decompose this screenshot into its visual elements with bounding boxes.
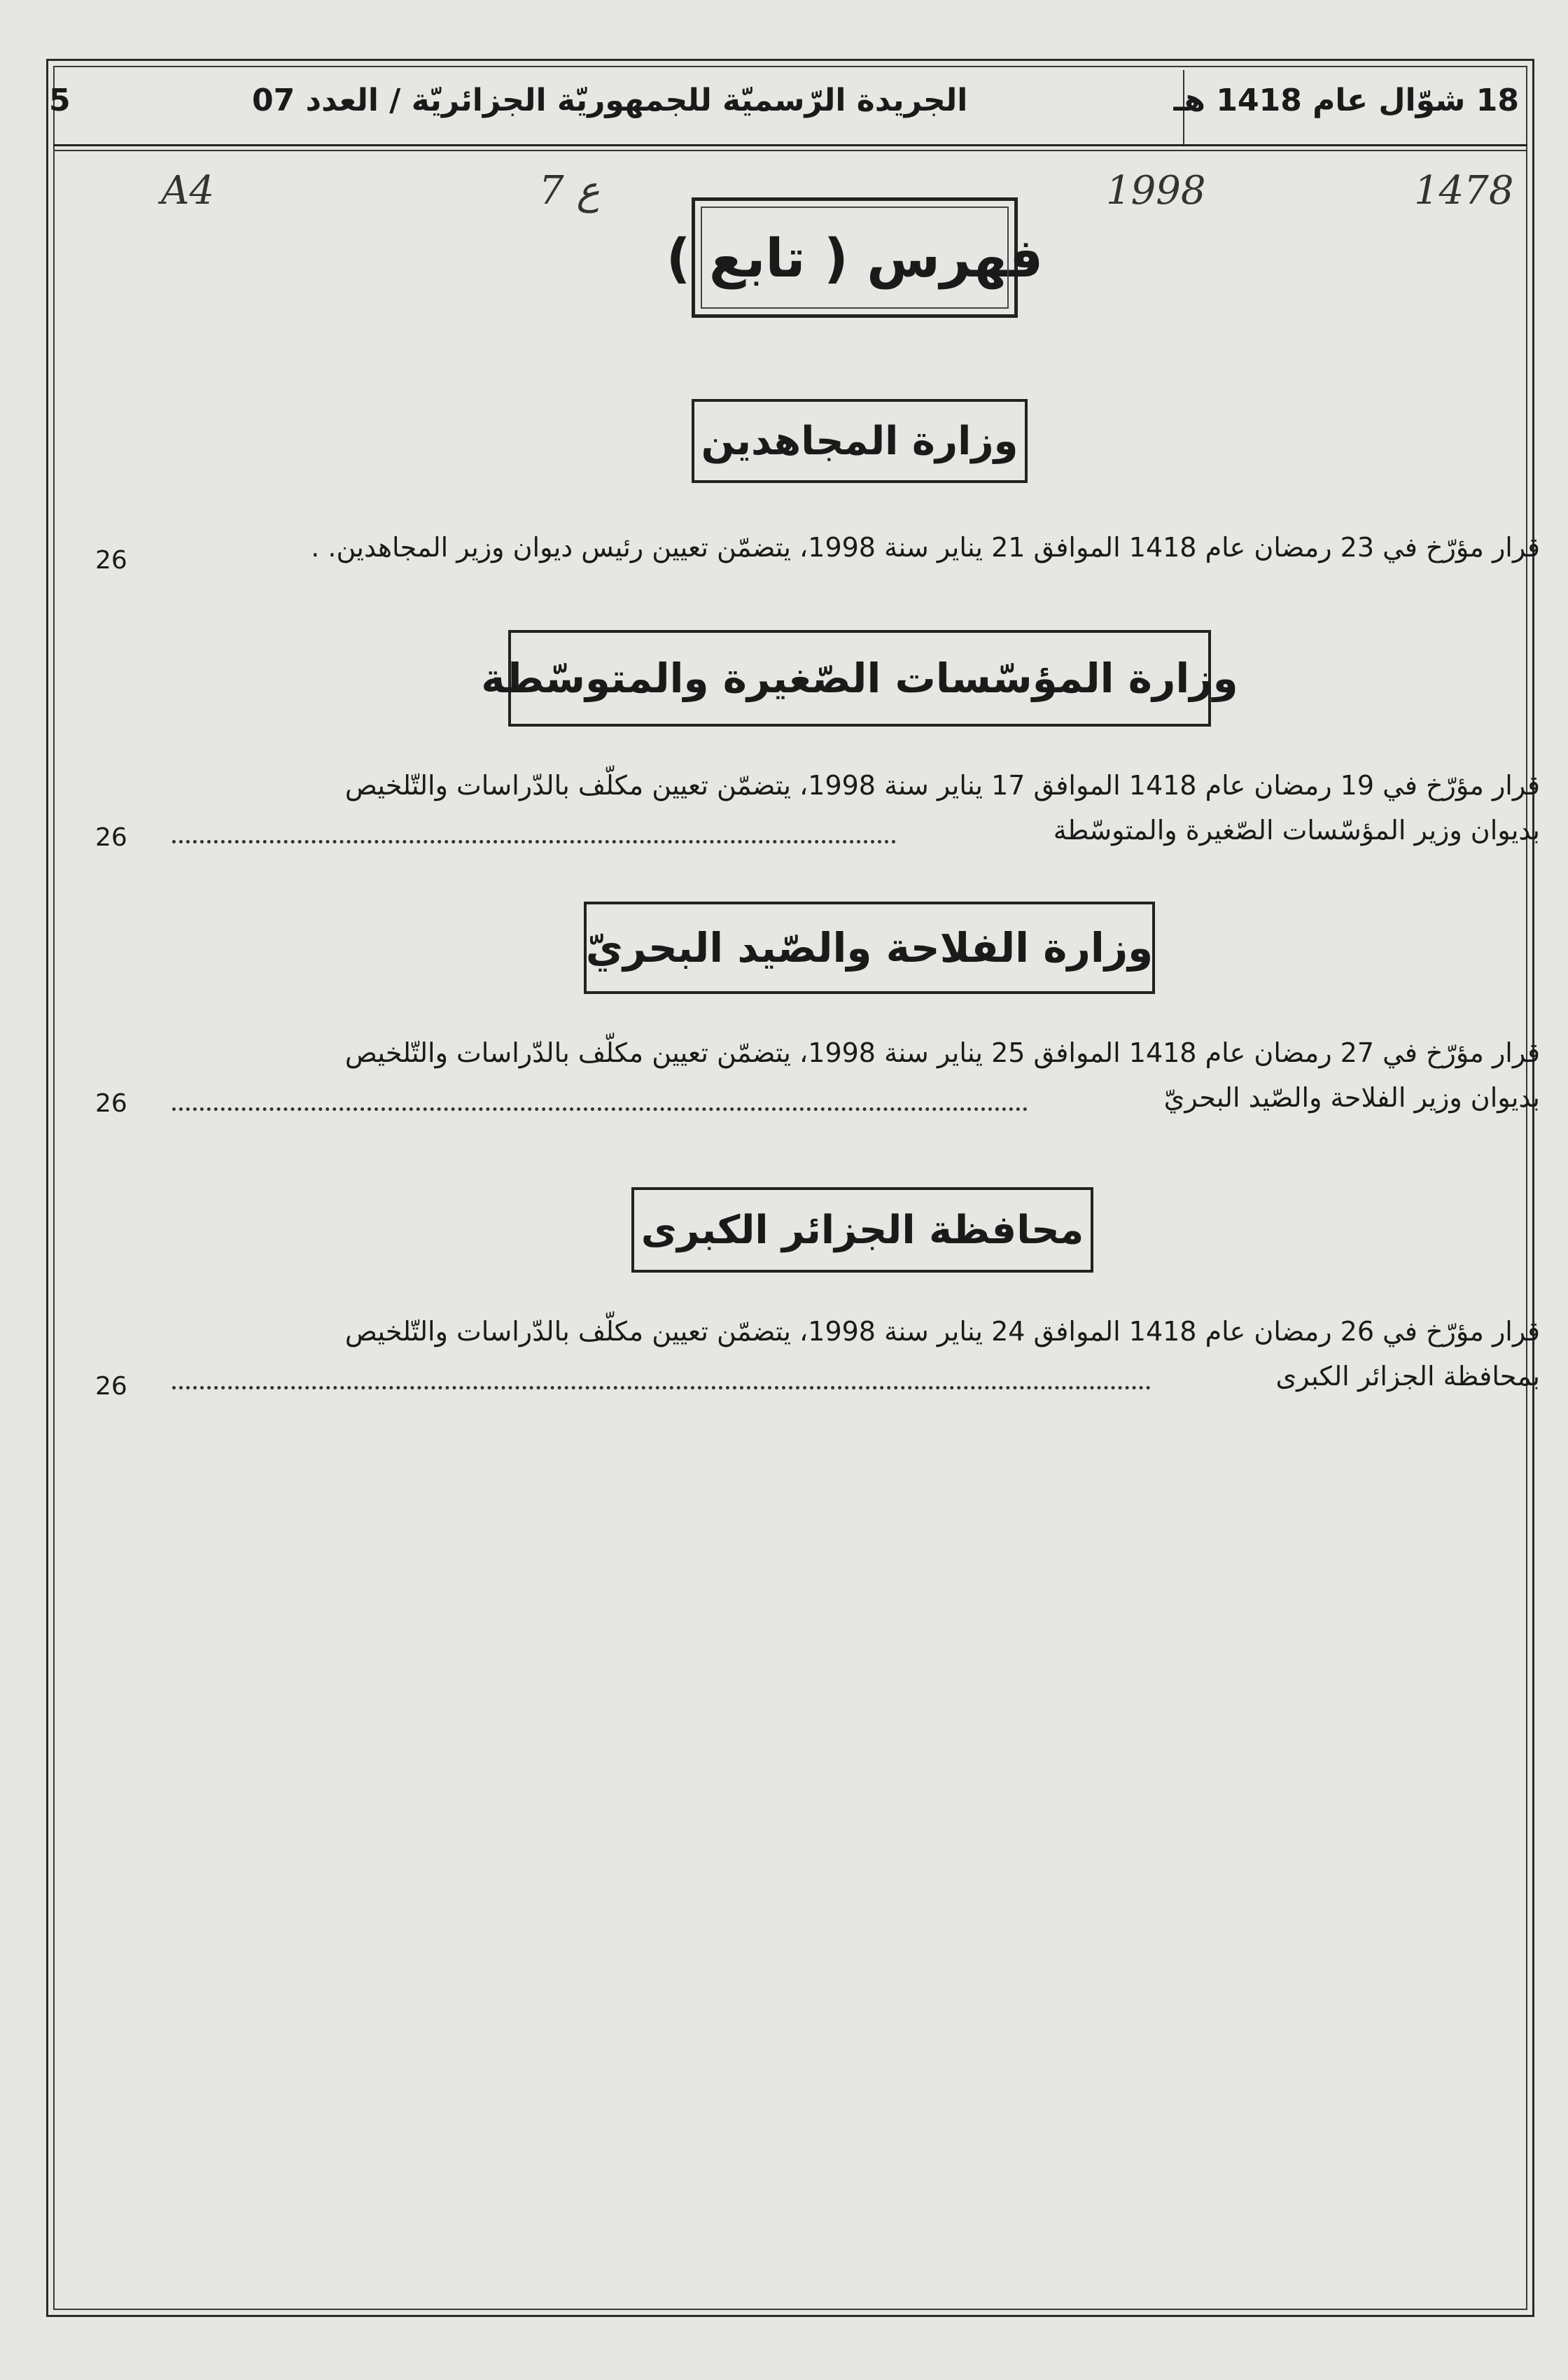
- journal-title: الجريدة الرّسميّة للجمهوريّة الجزائريّة / العدد 07: [252, 83, 968, 118]
- section-heading: [584, 902, 1155, 994]
- section-heading: [481, 630, 1238, 727]
- issue-date: 18 شوّال عام 1418 هـ: [1173, 83, 1519, 118]
- entry-line: قرار مؤرّخ في 26 رمضان عام 1418 الموافق 24 يناير سنة 1998، يتضمّن تعيين مكلّف بالدّراسات والتّلخيص: [344, 1316, 1540, 1347]
- section-heading-text: وزارة المؤسّسات الصّغيرة والمتوسّطة: [481, 654, 1238, 702]
- entry-line: قرار مؤرّخ في 19 رمضان عام 1418 الموافق 17 يناير سنة 1998، يتضمّن تعيين مكلّف بالدّراسات والتّلخيص: [344, 770, 1540, 801]
- handwritten-note: 7 ع: [539, 168, 600, 214]
- page-number: 5: [49, 83, 71, 118]
- leader-dots: [172, 1107, 1028, 1111]
- entry-page-number: 26: [95, 1089, 127, 1118]
- entry-line: قرار مؤرّخ في 27 رمضان عام 1418 الموافق 25 يناير سنة 1998، يتضمّن تعيين مكلّف بالدّراسات والتّلخيص: [344, 1037, 1540, 1068]
- entry-line: قرار مؤرّخ في 23 رمضان عام 1418 الموافق 21 يناير سنة 1998، يتضمّن تعيين رئيس ديوان وزير المجاهدين. .: [311, 532, 1540, 563]
- section-heading: [631, 1187, 1093, 1273]
- handwritten-note: A4: [161, 168, 215, 214]
- entry-line: بمحافظة الجزائر الكبرى: [1275, 1361, 1540, 1392]
- index-title: [666, 197, 1044, 318]
- header-rule: [53, 144, 1527, 146]
- leader-dots: [172, 1386, 1151, 1390]
- index-title-text: فهرس ( تابع ): [666, 226, 1044, 289]
- section-heading-text: وزارة المجاهدين: [701, 418, 1018, 464]
- entry-page-number: 26: [95, 1372, 127, 1401]
- handwritten-note: 1478: [1414, 168, 1514, 214]
- section-heading-text: وزارة الفلاحة والصّيد البحريّ: [585, 924, 1154, 972]
- entry-line: بديوان وزير الفلاحة والصّيد البحريّ: [1163, 1082, 1540, 1113]
- entry-page-number: 26: [95, 823, 127, 852]
- section-heading: [692, 399, 1028, 483]
- entry-line: بديوان وزير المؤسّسات الصّغيرة والمتوسّطة: [1053, 815, 1540, 846]
- section-heading-text: محافظة الجزائر الكبرى: [640, 1207, 1084, 1253]
- handwritten-note: 1998: [1106, 168, 1206, 214]
- leader-dots: [172, 840, 896, 844]
- entry-page-number: 26: [95, 546, 127, 575]
- header-rule-secondary: [53, 150, 1527, 151]
